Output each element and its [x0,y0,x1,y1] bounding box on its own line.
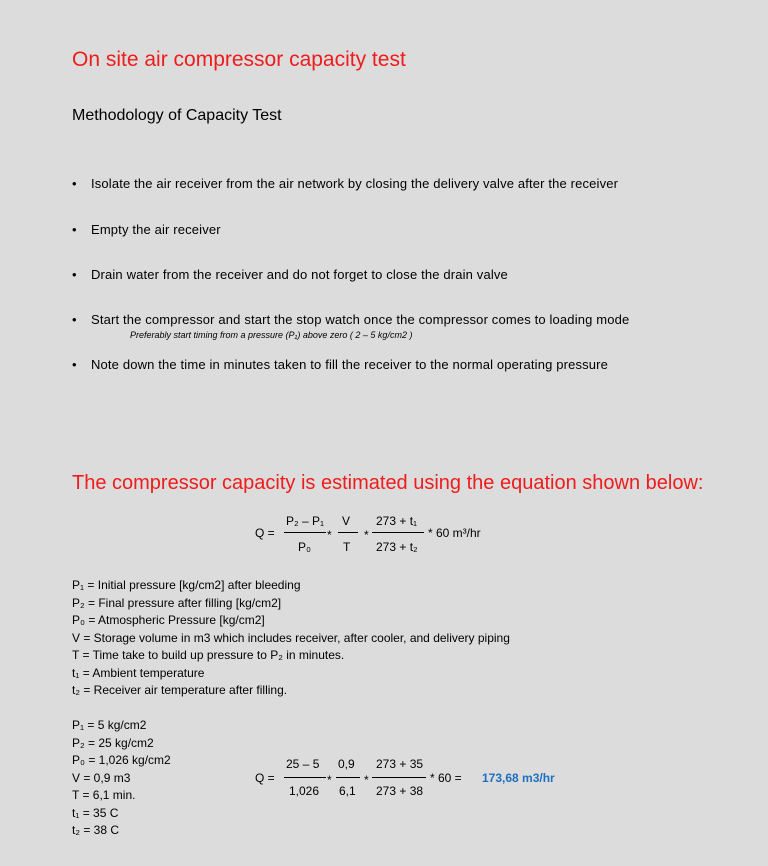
definition-line: P₀ = Atmospheric Pressure [kg/cm2] [72,613,265,627]
fraction-bar [284,532,326,533]
list-item [72,312,629,327]
definition-line: T = Time take to build up pressure to P₂ in minutes. [72,648,345,662]
step-text: Note down the time in minutes taken to fill the receiver to the normal operating pressure [91,357,608,372]
step-text: Start the compressor and start the stop watch once the compressor comes to loading mode [91,312,630,327]
formula-denominator-2: T [343,540,351,554]
list-item [72,176,618,191]
formula-numerator-2: V [342,514,351,528]
page-title: On site air compressor capacity test [72,48,406,71]
example-values [72,717,171,840]
list-item [72,222,221,237]
formula-numerator-1: 25 – 5 [286,757,320,771]
formula-numerator-3: 273 + t₁ [376,514,418,528]
formula-operator: * [327,773,332,787]
formula-denominator-3: 273 + t₂ [376,540,418,554]
definition-line: P₁ = Initial pressure [kg/cm2] after bleeding [72,578,301,592]
formula-lhs: Q = [255,771,275,785]
equation-heading: The compressor capacity is estimated using the equation shown below: [72,472,704,494]
example-line: t₁ = 35 C [72,805,119,820]
result-value: 173,68 m3/hr [482,771,555,785]
fraction-bar [284,777,326,778]
fraction-bar [372,532,424,533]
list-item [72,357,608,372]
step-text: Drain water from the receiver and do not forget to close the drain valve [91,267,508,282]
formula-tail: * 60 = [430,771,462,785]
formula-operator: * [364,773,369,787]
section-subtitle: Methodology of Capacity Test [72,107,282,124]
formula-denominator-1: P₀ [298,540,311,554]
example-line: T = 6,1 min. [72,788,136,802]
example-line: P₁ = 5 kg/cm2 [72,718,147,732]
formula-denominator-2: 6,1 [339,784,356,798]
example-line: P₂ = 25 kg/cm2 [72,735,154,750]
formula-denominator-1: 1,026 [289,784,320,798]
fraction-bar [372,777,426,778]
fraction-bar [338,532,358,533]
formula-denominator-3: 273 + 38 [376,784,424,798]
definition-line: V = Storage volume in m3 which includes receiver, after cooler, and delivery piping [72,630,510,645]
bullet-icon: • [72,357,77,372]
bullet-icon: • [72,267,77,282]
list-item [72,267,508,282]
bullet-icon: • [72,176,77,191]
example-line: P₀ = 1,026 kg/cm2 [72,753,171,767]
formula-numerator-3: 273 + 35 [376,757,424,771]
bullet-icon: • [72,312,77,327]
formula-numerator-2: 0,9 [338,757,355,771]
definition-line: t₂ = Receiver air temperature after filling. [72,683,288,697]
definition-line: P₂ = Final pressure after filling [kg/cm2] [72,595,282,610]
formula-lhs: Q = [255,526,275,540]
step-text: Empty the air receiver [91,222,221,237]
formula-operator: * [327,528,332,542]
example-line: V = 0,9 m3 [72,770,131,785]
example-line: t₂ = 38 C [72,823,120,837]
formula-numerator-1: P₂ – P₁ [286,514,325,528]
fraction-bar [336,777,360,778]
variable-definitions [72,577,510,700]
bullet-icon: • [72,222,77,237]
definition-line: t₁ = Ambient temperature [72,665,205,680]
formula-tail: * 60 m³/hr [428,526,481,540]
formula-operator: * [364,528,369,542]
step-text: Isolate the air receiver from the air network by closing the delivery valve after the receiver [91,176,619,191]
timing-note: Preferably start timing from a pressure (P₁) above zero ( 2 – 5 kg/cm2 ) [130,330,413,340]
